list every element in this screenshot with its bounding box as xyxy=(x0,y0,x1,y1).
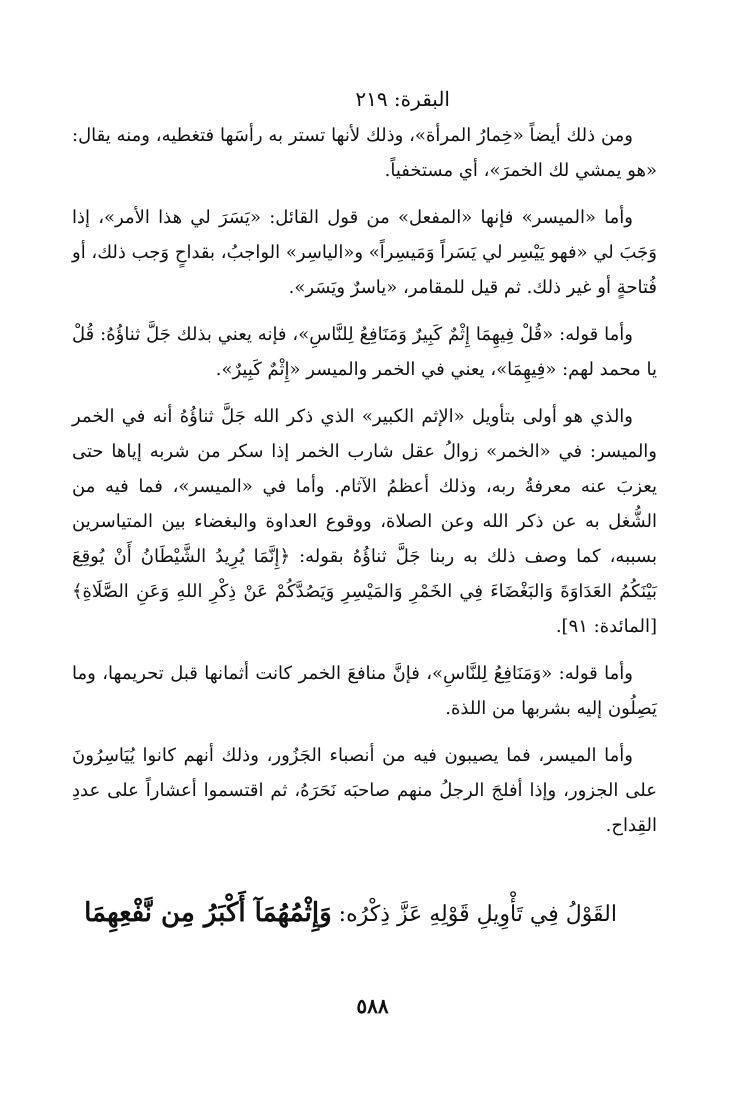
paragraph-maysir-definition: وأما «الميسر» فإنها «المفعل» من قول القائل: «يَسَرَ لي هذا الأمر»، إذا وَجَبَ لي «فهو يَيْسِر لي يَسَراً وَمَيسِراً» و«الياسِر» الواجبُ، بقداحٍ وَجب ذلك، أو فُتاحةٍ أو غير ذلك. ثم قيل للمقامر، «ياسرٌ ويَسَر». xyxy=(72,207,657,298)
paragraph-khimar: ومن ذلك أيضاً «خِمارُ المرأة»، وذلك لأنها تستر به رأسَها فتغطيه، ومنه يقال: «هو يمشي لك الخمرَ»، أي مستخفياً. xyxy=(72,125,657,181)
section-heading-intro: القَوْلُ فِي تَأْوِيلِ قَوْلِهِ عَزَّ ذِكْرُه: xyxy=(338,902,617,927)
paragraph-qul-fihima: وأما قوله: «قُلْ فِيهِمَا إِثْمٌ كَبِيرٌ وَمَنَافِعُ لِلنَّاسِ»، فإنه يعني بذلك جَلَّ ثناؤُهُ: قُلْ يا محمد لهم: «فِيهِمَا»، يعني في الخمر والميسر «إِثْمٌ كَبِيرٌ». xyxy=(72,324,657,380)
section-heading xyxy=(84,896,617,932)
page-number: ٥٨٨ xyxy=(356,994,389,1018)
section-heading-verse: وَإِثْمُهُمَآ أَكْبَرُ مِن نَّفْعِهِمَا xyxy=(84,898,332,928)
running-header: البقرة: ٢١٩ xyxy=(355,87,450,111)
paragraph-maysir-shares: وأما الميسر، فما يصيبون فيه من أنصباء الجَزُور، وذلك أنهم كانوا يُيَاسِرُونَ على الجزور، وإذا أفلجَ الرجلُ منهم صاحبَه نَحَرَهُ، ثم اقتسموا أعشاراً على عددِ القِداح. xyxy=(72,745,657,836)
paragraph-great-sin: والذي هو أولى بتأويل «الإثم الكبير» الذي ذكر الله جَلَّ ثناؤُهُ أنه في الخمر والميسر: في «الخمر» زوالُ عقل شارب الخمر إذا سكر من شربه إياها حتى يعزبَ عنه معرفةُ ربه، وذلك أعظمُ الآثام. وأما في «الميسر»، فما فيه من الشُّغل به عن ذكر الله وعن الصلاة، ووقوع العداوة والبغضاء بين المتياسرين بسببه، كما وصف ذلك به ربنا جَلَّ ثناؤُهُ بقوله: ﴿إِنَّمَا يُرِيدُ الشَّيْطَانُ أَنْ يُوقِعَ بَيْنَكُمُ العَدَاوَةَ وَالبَغْضَاءَ فِي الخَمْرِ وَالمَيْسِرِ وَيَصُدَّكُمْ عَنْ ذِكْرِ اللهِ وَعَنِ الصَّلَاةِ﴾ [المائدة: ٩١]. xyxy=(72,406,657,637)
paragraph-benefits: وأما قوله: «وَمَنَافِعُ لِلنَّاسِ»، فإنَّ منافعَ الخمر كانت أثمانها قبل تحريمها، وما يَصِلُون إليه بشربها من اللذة. xyxy=(72,663,657,719)
body-text xyxy=(72,118,657,855)
